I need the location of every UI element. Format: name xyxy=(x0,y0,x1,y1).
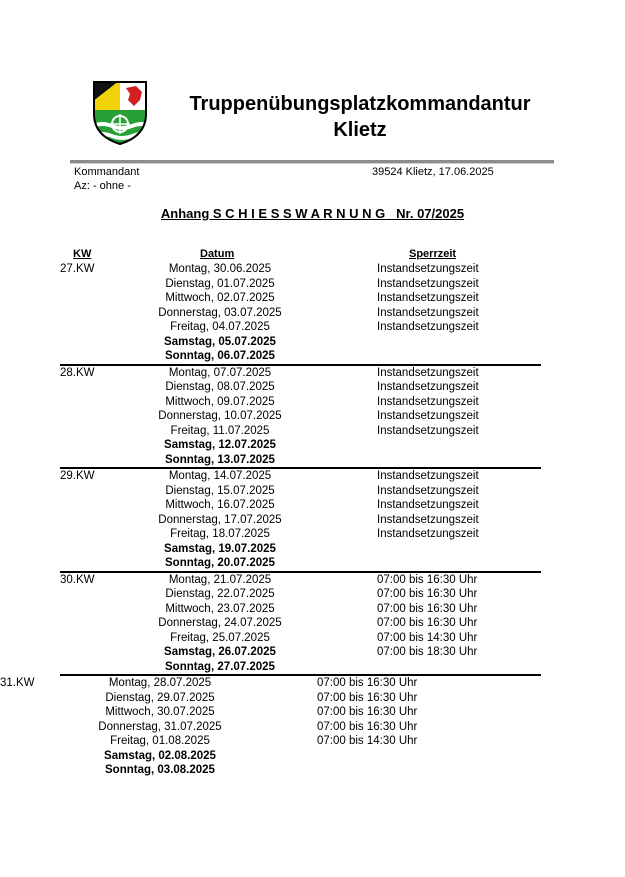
week-block xyxy=(60,469,541,573)
week-number: 30.KW xyxy=(60,573,95,586)
date-cell: Montag, 30.06.2025 xyxy=(168,263,272,275)
sperrzeit-cell: 07:00 bis 16:30 Uhr xyxy=(317,720,418,733)
sperrzeit-cell: Instandsetzungszeit xyxy=(377,292,479,304)
table-row xyxy=(0,763,565,778)
column-header-datum: Datum xyxy=(200,248,235,260)
table-row xyxy=(0,749,565,764)
table-row xyxy=(0,498,625,513)
table-row xyxy=(0,484,625,499)
kommandant-label: Kommandant xyxy=(74,166,140,178)
week-block xyxy=(60,573,541,677)
sperrzeit-cell: Instandsetzungszeit xyxy=(377,366,479,379)
table-row xyxy=(0,631,625,646)
date-cell: Donnerstag, 17.07.2025 xyxy=(158,513,282,526)
aktenzeichen: Az: - ohne - xyxy=(74,180,131,192)
table-row xyxy=(0,262,625,277)
sperrzeit-cell: Instandsetzungszeit xyxy=(377,395,479,408)
date-cell: Donnerstag, 10.07.2025 xyxy=(158,410,282,422)
table-row xyxy=(0,527,625,542)
table-row xyxy=(0,424,625,439)
table-row xyxy=(0,306,625,321)
date-cell: Samstag, 12.07.2025 xyxy=(164,439,276,451)
date-cell: Mittwoch, 30.07.2025 xyxy=(105,706,215,718)
date-cell: Sonntag, 27.07.2025 xyxy=(165,660,275,673)
place-date: 39524 Klietz, 17.06.2025 xyxy=(372,166,494,178)
sperrzeit-cell: 07:00 bis 18:30 Uhr xyxy=(377,646,478,658)
week-number: 29.KW xyxy=(60,470,95,482)
sperrzeit-cell: 07:00 bis 16:30 Uhr xyxy=(317,706,418,718)
table-row xyxy=(0,513,625,528)
date-cell: Freitag, 04.07.2025 xyxy=(170,321,270,333)
week-number: 28.KW xyxy=(60,366,95,379)
table-row xyxy=(0,542,625,557)
week-block xyxy=(60,366,541,470)
heading-text: Anhang S C H I E S S W A R N U N G Nr. 07/2025 xyxy=(160,206,465,221)
table-row xyxy=(0,734,565,749)
date-cell: Freitag, 18.07.2025 xyxy=(170,528,270,540)
sperrzeit-cell: 07:00 bis 16:30 Uhr xyxy=(317,691,418,704)
date-cell: Dienstag, 08.07.2025 xyxy=(165,381,275,393)
sperrzeit-cell: 07:00 bis 16:30 Uhr xyxy=(377,617,478,629)
table-row xyxy=(0,705,565,720)
date-cell: Samstag, 19.07.2025 xyxy=(164,542,276,555)
header-divider-shadow xyxy=(70,163,554,164)
sperrzeit-cell: 07:00 bis 16:30 Uhr xyxy=(377,602,478,615)
table-row xyxy=(0,587,625,602)
table-row xyxy=(0,676,565,691)
table-row xyxy=(0,320,625,335)
table-row xyxy=(0,616,625,631)
sperrzeit-cell: Instandsetzungszeit xyxy=(377,513,479,526)
page-title-line1: Truppenübungsplatzkommandantur xyxy=(189,93,531,115)
date-cell: Dienstag, 22.07.2025 xyxy=(165,588,275,600)
date-cell: Montag, 21.07.2025 xyxy=(168,573,272,586)
date-cell: Montag, 28.07.2025 xyxy=(108,677,212,689)
coat-of-arms-logo xyxy=(92,80,148,146)
sperrzeit-cell: 07:00 bis 16:30 Uhr xyxy=(377,573,478,586)
table-row xyxy=(0,691,565,706)
date-cell: Freitag, 01.08.2025 xyxy=(110,735,210,747)
table-row xyxy=(0,645,625,660)
schedule-table xyxy=(0,262,625,778)
sperrzeit-cell: Instandsetzungszeit xyxy=(377,528,479,540)
table-row xyxy=(0,602,625,617)
sperrzeit-cell: Instandsetzungszeit xyxy=(377,263,479,275)
date-cell: Freitag, 11.07.2025 xyxy=(170,424,270,437)
date-cell: Mittwoch, 16.07.2025 xyxy=(165,499,275,511)
table-row xyxy=(0,366,625,381)
table-row xyxy=(0,335,625,350)
date-cell: Montag, 07.07.2025 xyxy=(168,366,272,379)
date-cell: Mittwoch, 09.07.2025 xyxy=(165,395,275,408)
date-cell: Dienstag, 15.07.2025 xyxy=(165,484,275,497)
table-row xyxy=(0,469,625,484)
sperrzeit-cell: Instandsetzungszeit xyxy=(377,277,479,290)
table-row xyxy=(0,349,625,364)
date-cell: Montag, 14.07.2025 xyxy=(168,470,272,482)
date-cell: Freitag, 25.07.2025 xyxy=(170,631,270,644)
page-title-line2: Klietz xyxy=(333,119,387,141)
date-cell: Samstag, 02.08.2025 xyxy=(104,749,216,762)
week-block xyxy=(60,262,541,366)
week-block xyxy=(0,676,625,778)
date-cell: Sonntag, 20.07.2025 xyxy=(165,557,275,569)
sperrzeit-cell: 07:00 bis 16:30 Uhr xyxy=(317,677,418,689)
week-number: 31.KW xyxy=(0,677,35,689)
sperrzeit-cell: 07:00 bis 14:30 Uhr xyxy=(377,631,478,644)
table-row xyxy=(0,380,625,395)
sperrzeit-cell: Instandsetzungszeit xyxy=(377,470,479,482)
date-cell: Samstag, 05.07.2025 xyxy=(164,335,276,348)
date-cell: Sonntag, 03.08.2025 xyxy=(105,764,215,776)
column-header-sperrzeit: Sperrzeit xyxy=(409,248,457,260)
date-cell: Dienstag, 29.07.2025 xyxy=(105,691,215,704)
date-cell: Mittwoch, 02.07.2025 xyxy=(165,292,275,304)
column-header-kw: KW xyxy=(73,248,92,260)
date-cell: Donnerstag, 03.07.2025 xyxy=(158,306,282,319)
sperrzeit-cell: Instandsetzungszeit xyxy=(377,410,479,422)
table-row xyxy=(0,395,625,410)
document-heading xyxy=(0,206,625,222)
sperrzeit-cell: Instandsetzungszeit xyxy=(377,381,479,393)
sperrzeit-cell: Instandsetzungszeit xyxy=(377,484,479,497)
date-cell: Samstag, 26.07.2025 xyxy=(164,646,276,658)
date-cell: Dienstag, 01.07.2025 xyxy=(165,277,275,290)
table-row xyxy=(0,291,625,306)
week-number: 27.KW xyxy=(60,263,95,275)
sperrzeit-cell: 07:00 bis 16:30 Uhr xyxy=(377,588,478,600)
table-row xyxy=(0,573,625,588)
table-row xyxy=(0,453,625,468)
date-cell: Sonntag, 13.07.2025 xyxy=(165,453,275,466)
sperrzeit-cell: Instandsetzungszeit xyxy=(377,499,479,511)
sperrzeit-cell: Instandsetzungszeit xyxy=(377,306,479,319)
sperrzeit-cell: Instandsetzungszeit xyxy=(377,424,479,437)
sperrzeit-cell: 07:00 bis 14:30 Uhr xyxy=(317,735,418,747)
table-row xyxy=(0,409,625,424)
sperrzeit-cell: Instandsetzungszeit xyxy=(377,321,479,333)
table-row xyxy=(0,277,625,292)
table-row xyxy=(0,556,625,571)
table-row xyxy=(0,720,565,735)
table-row xyxy=(0,438,625,453)
table-row xyxy=(0,660,625,675)
date-cell: Sonntag, 06.07.2025 xyxy=(165,350,275,362)
date-cell: Donnerstag, 24.07.2025 xyxy=(158,617,282,629)
date-cell: Donnerstag, 31.07.2025 xyxy=(98,720,222,733)
date-cell: Mittwoch, 23.07.2025 xyxy=(165,602,275,615)
